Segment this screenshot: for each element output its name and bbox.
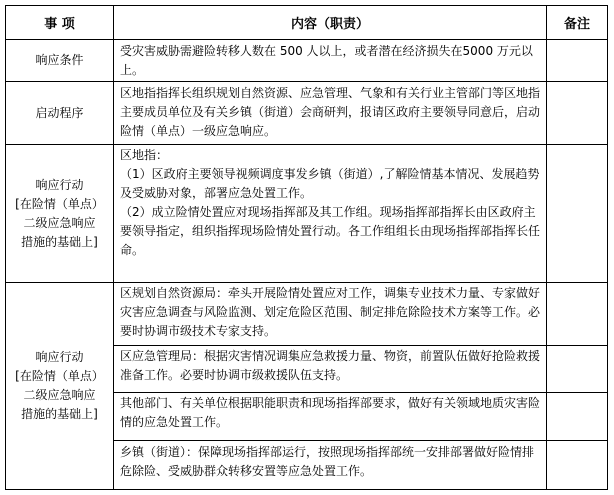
duty-emergency-bureau: 区应急管理局：根据灾害情况调集应急救援力量、物资，前置队伍做好抢险救援准备工作。必要时协调市级救援队伍支持。 <box>120 349 541 382</box>
response-table <box>5 5 608 490</box>
duty-townships: 乡镇（街道）：保障现场指挥部运行，按照现场指挥部统一安排部署做好险情排危除险、受威胁群众转移安置等应急处置工作。 <box>120 445 535 478</box>
border <box>113 392 608 393</box>
border <box>607 5 608 490</box>
row-label-start-procedure: 启动程序 <box>35 105 84 120</box>
row-content-start-procedure: 区地指指挥长组织规划自然资源、应急管理、气象和有关行业主管部门等区地指主要成员单位及有关乡镇（街道）会商研判，报请区政府主要领导同意后，启动险情（单点）一级应急响应。 <box>120 86 541 138</box>
row-label-response-action-2: 响应行动 [在险情（单点） 二级应急响应 措施的基础上] <box>15 350 104 421</box>
header-content: 内容（职责） <box>290 17 369 32</box>
duty-planning-bureau: 区规划自然资源局：牵头开展险情处置应对工作，调集专业技术力量、专家做好灾害应急调查与风险监测、划定危险区范围、制定排危除险技术方案等工作。必要时协调市级技术专家支持。 <box>120 286 541 338</box>
border <box>546 5 547 490</box>
border <box>113 345 608 346</box>
border <box>113 440 608 441</box>
row-content-response-action-1: 区地指： （1）区政府主要领导视频调度事发乡镇（街道）,了解险情基本情况、发展趋势及受威胁对象，部署应急处置工作。 （2）成立险情处置应对现场指挥部及其工作组。现场指挥部指挥长由区政府主要领导指定，组织指挥现场险情处置行动。各工作组组长由现场指挥部指挥长任命。 <box>120 148 541 257</box>
duty-other-departments: 其他部门、有关单位根据职能职责和现场指挥部要求，做好有关领域地质灾害险情的应急处置工作。 <box>120 396 541 429</box>
row-label-response-condition: 响应条件 <box>35 53 84 67</box>
row-label-response-action-1: 响应行动 [在险情（单点） 二级应急响应 措施的基础上] <box>15 177 104 249</box>
border <box>5 489 608 490</box>
header-remarks: 备注 <box>563 17 590 32</box>
header-item: 事 项 <box>44 17 75 32</box>
row-content-response-condition: 受灾害威胁需避险转移人数在 500 人以上，或者潜在经济损失在5000 万元以上。 <box>120 44 533 77</box>
